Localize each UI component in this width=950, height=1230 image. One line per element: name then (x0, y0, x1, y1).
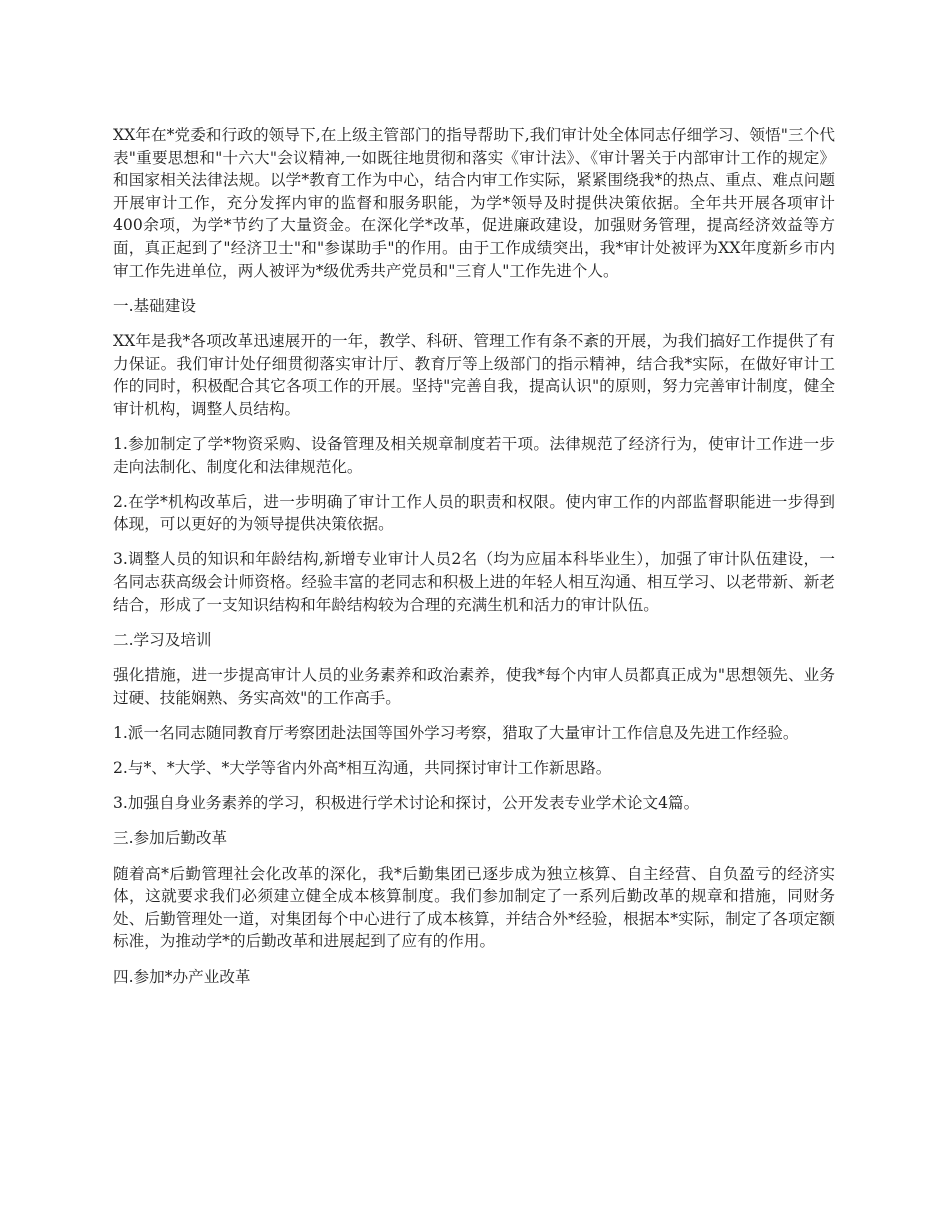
infrastructure-item-1: 1.参加制定了学*物资采购、设备管理及相关规章制度若干项。法律规范了经济行为，使审计工作进一步走向法制化、制度化和法律规范化。 (113, 434, 835, 476)
section-heading-training: 二.学习及培训 (113, 630, 212, 649)
infrastructure-item-2: 2.在学*机构改革后，进一步明确了审计工作人员的职责和权限。使内审工作的内部监督职能进一步得到体现，可以更好的为领导提供决策依据。 (113, 492, 835, 534)
training-item-2: 2.与*、*大学、*大学等省内外高*相互沟通，共同探讨审计工作新思路。 (113, 759, 612, 777)
training-item-3: 3.加强自身业务素养的学习，积极进行学术讨论和探讨，公开发表专业学术论文4篇。 (113, 794, 700, 813)
training-item-1: 1.派一名同志随同教育厅考察团赴法国等国外学习考察，猎取了大量审计工作信息及先进工作经验。 (113, 723, 799, 742)
intro-paragraph: XX年在*党委和行政的领导下,在上级主管部门的指导帮助下,我们审计处全体同志仔细学习、领悟"三个代表"重要思想和"十六大"会议精神,一如既往地贯彻和落实《审计法》、《审计署关于内部审计工作的规定》和国家相关法律法规。以学*教育工作为中心，结合内审工作实际，紧紧围绕我*的热点、重点、难点问题开展审计工作，充分发挥内审的监督和服务职能，为学*领导及时提供决策依据。全年共开展各项审计400余项，为学*节约了大量资金。在深化学*改革，促进廉政建设，加强财务管理，提高经济效益等方面，真正起到了"经济卫士"和"参谋助手"的作用。由于工作成绩突出，我*审计处被评为XX年度新乡市内审工作先进单位，两人被评为*级优秀共产党员和"三育人"工作先进个人。 (113, 126, 835, 280)
training-paragraph: 强化措施，进一步提高审计人员的业务素养和政治素养，使我*每个内审人员都真正成为"思想领先、业务过硬、技能娴熟、务实高效"的工作高手。 (113, 666, 835, 707)
logistics-reform-paragraph: 随着高*后勤管理社会化改革的深化，我*后勤集团已逐步成为独立核算、自主经营、自负盈亏的经济实体，这就要求我们必须建立健全成本核算制度。我们参加制定了一系列后勤改革的规章和措施，同财务处、后勤管理处一道，对集团每个中心进行了成本核算，并结合外*经验，根据本*实际，制定了各项定额标准，为推动学*的后勤改革和进展起到了应有的作用。 (113, 864, 835, 951)
section-heading-infrastructure: 一.基础建设 (113, 296, 196, 315)
infrastructure-paragraph: XX年是我*各项改革迅速展开的一年，教学、科研、管理工作有条不紊的开展，为我们搞好工作提供了有力保证。我们审计处仔细贯彻落实审计厅、教育厅等上级部门的指示精神，结合我*实际，在做好审计工作的同时，积极配合其它各项工作的开展。坚持"完善自我，提高认识"的原则，努力完善审计制度，健全审计机构，调整人员结构。 (113, 331, 835, 418)
section-heading-industry-reform: 四.参加*办产业改革 (113, 967, 251, 986)
section-heading-logistics-reform: 三.参加后勤改革 (113, 829, 228, 848)
document-body (113, 124, 835, 1001)
infrastructure-item-3: 3.调整人员的知识和年龄结构,新增专业审计人员2名（均为应届本科毕业生），加强了审计队伍建设，一名同志获高级会计师资格。经验丰富的老同志和积极上进的年轻人相互沟通、相互学习、以老带新、新老结合，形成了一支知识结构和年龄结构较为合理的充满生机和活力的审计队伍。 (113, 550, 835, 614)
